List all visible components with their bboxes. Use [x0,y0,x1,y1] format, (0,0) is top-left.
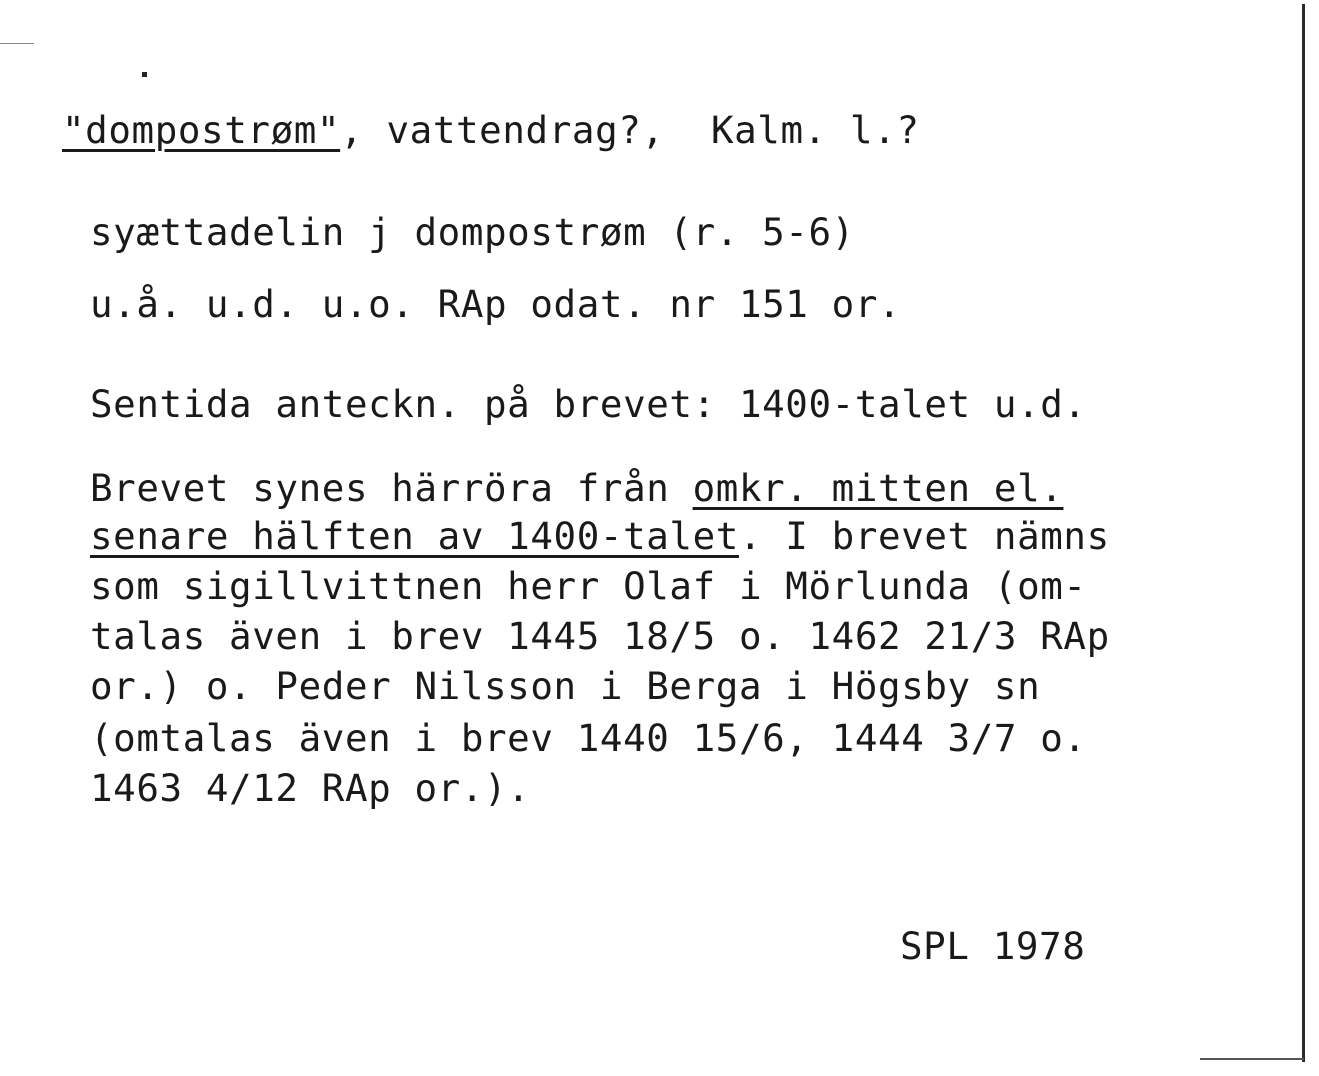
paragraph-line-2 [90,514,1110,558]
source-reference-line: u.å. u.d. u.o. RAp odat. nr 151 or. [90,282,902,326]
paragraph-line-2-text: . I brevet nämns [738,514,1110,558]
paragraph-line-4: talas även i brev 1445 18/5 o. 1462 21/3 RAp [90,614,1110,658]
headword-line [62,108,920,152]
dating-underlined-1: omkr. mitten el. [692,466,1064,510]
paragraph-line-6: (omtalas även i brev 1440 15/6, 1444 3/7 o. [90,716,1087,760]
source-quote-line: syættadelin j dompostrøm (r. 5-6) [90,210,855,254]
headword: "dompostrøm" [62,108,341,152]
paragraph-line-1-text: Brevet synes härröra från [90,466,693,510]
card-bottom-edge [1200,1058,1304,1060]
paragraph-line-3: som sigillvittnen herr Olaf i Mörlunda (om- [90,564,1087,608]
card-right-edge [1302,4,1305,1062]
headword-description: , vattendrag?, Kalm. l.? [340,108,920,152]
paragraph-line-1 [90,466,1063,510]
paragraph-line-7: 1463 4/12 RAp or.). [90,766,531,810]
ink-speck [142,72,147,77]
paragraph-line-5: or.) o. Peder Nilsson i Berga i Högsby sn [90,664,1041,708]
scan-edge-mark [0,43,34,44]
dating-underlined-2: senare hälften av 1400-talet [90,514,739,558]
signature: SPL 1978 [900,924,1086,968]
later-annotation-line: Sentida anteckn. på brevet: 1400-talet u.d. [90,382,1087,426]
